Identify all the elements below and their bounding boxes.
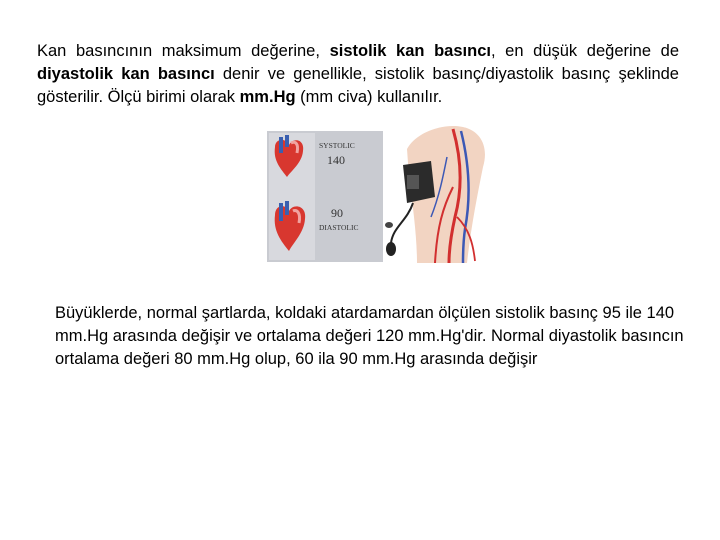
unit-term: mm.Hg — [239, 88, 296, 106]
diastolic-label: DIASTOLIC — [319, 223, 359, 232]
pump-bulb-icon — [385, 203, 413, 256]
diastolic-value: 90 — [331, 206, 343, 220]
intro-text-3: denir ve genellikle, sistolik basınç/diyastolik basınç şeklinde gösterilir. Ölçü birimi olarak — [37, 65, 679, 106]
systolic-term: sistolik kan basıncı — [329, 42, 491, 60]
intro-paragraph — [37, 40, 679, 109]
blood-pressure-image — [267, 117, 492, 264]
diastolic-term: diyastolik kan basıncı — [37, 65, 215, 83]
systolic-value: 140 — [327, 153, 345, 167]
pressure-cuff — [403, 161, 435, 203]
normal-values-paragraph: Büyüklerde, normal şartlarda, koldaki atardamardan ölçülen sistolik basınç 95 ile 140 mm.Hg arasında değişir ve ortalama değeri 120 mm.Hg'dir. Normal diyastolik basıncın ortalama değeri 80 mm.Hg olup, 60 ila 90 mm.Hg arasında değişir — [55, 304, 684, 368]
blood-pressure-illustration — [267, 117, 492, 264]
intro-text-2: , en düşük değerine de — [490, 42, 680, 60]
systolic-label: SYSTOLIC — [319, 141, 355, 150]
intro-text-4: (mm civa) kullanılır. — [295, 88, 443, 106]
intro-text-1: Kan basıncının maksimum değerine, — [37, 42, 330, 60]
